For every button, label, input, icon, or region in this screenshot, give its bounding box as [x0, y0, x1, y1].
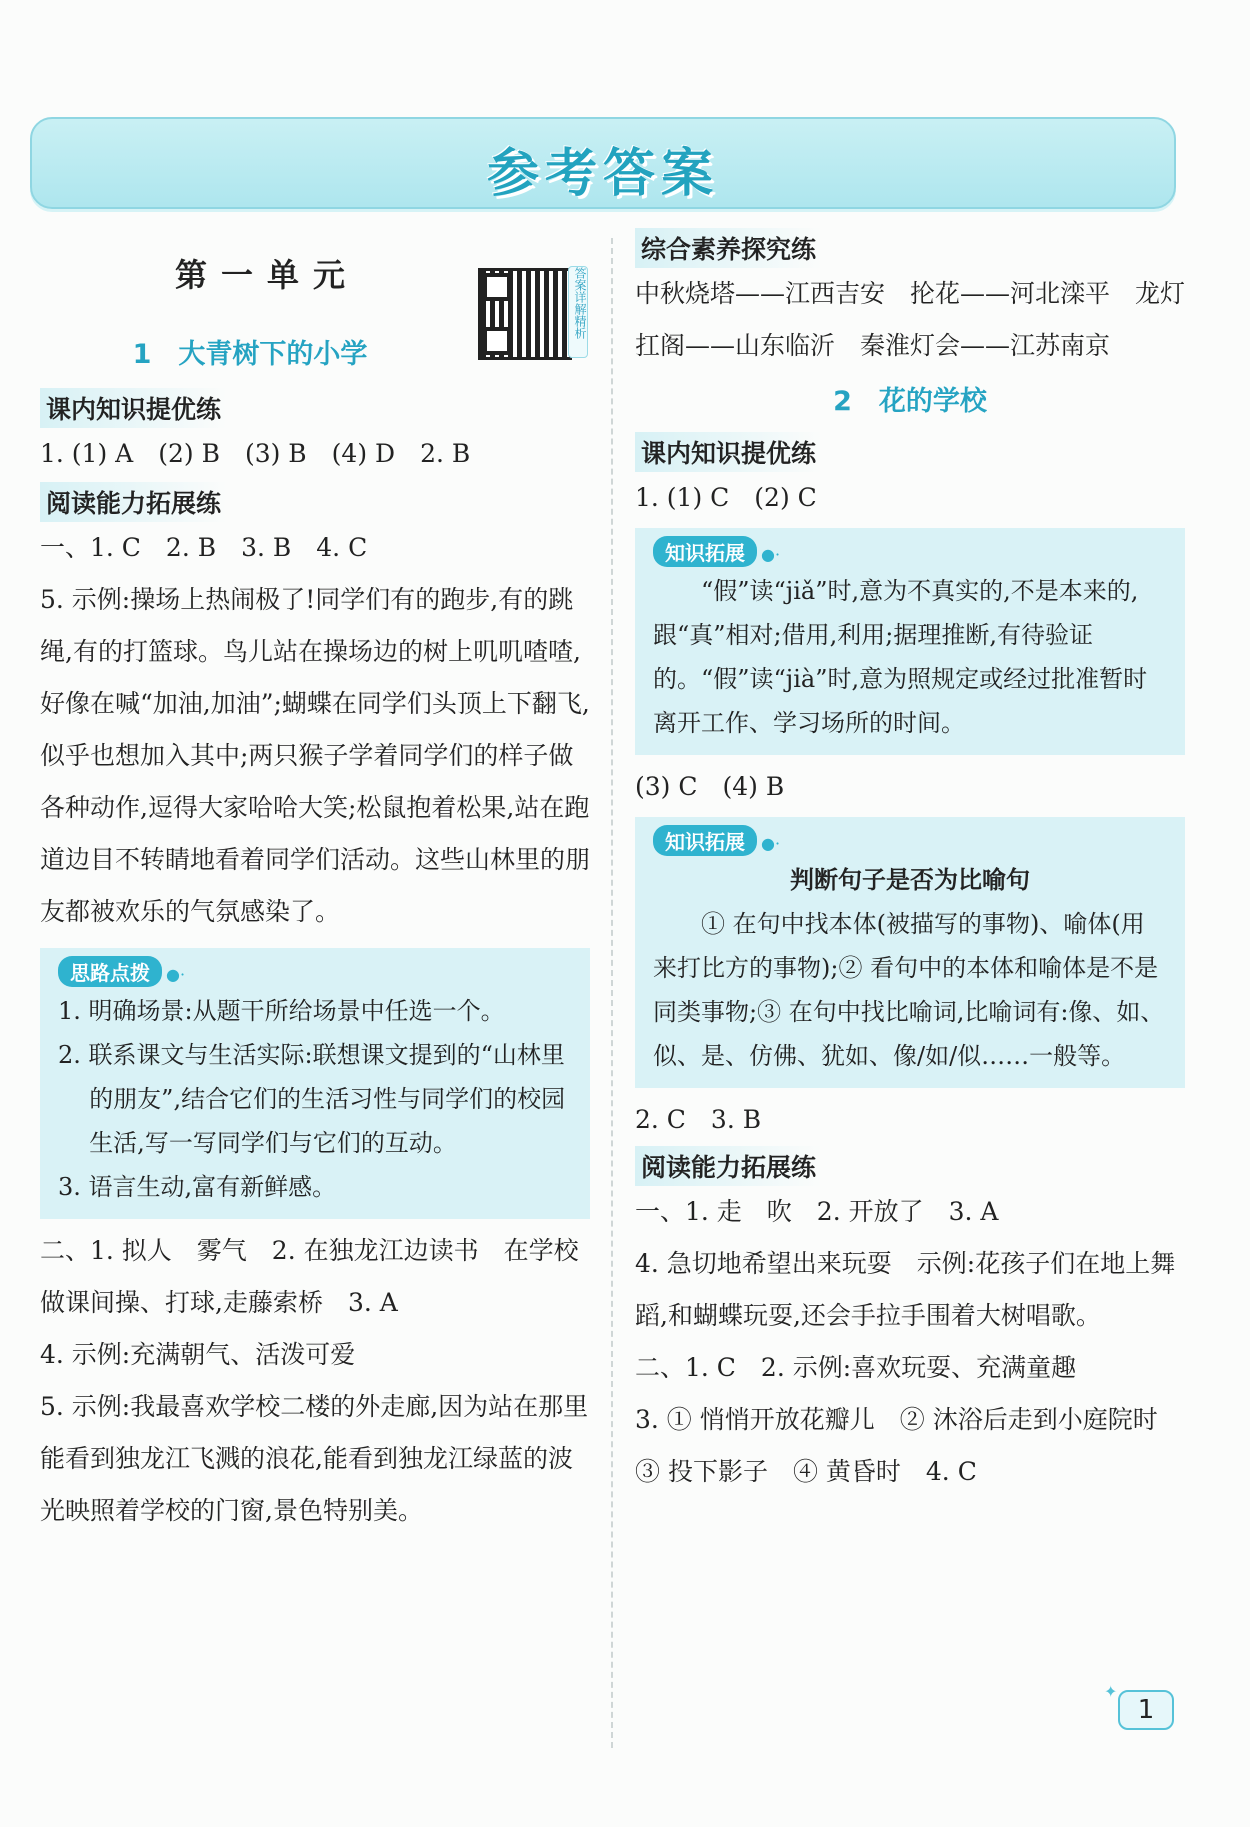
tip-tag: 思路点拨: [58, 956, 162, 987]
header-banner: [30, 117, 1176, 209]
left-column: [40, 330, 590, 1537]
dots-icon: ●·: [761, 834, 781, 853]
tip-item: 1. 明确场景:从题干所给场景中任选一个。: [58, 997, 505, 1025]
knowledge-text: ① 在句中找本体(被描写的事物)、喻体(用来打比方的事物);② 看句中的本体和喻体是不是同类事物;③ 在句中找比喻词,比喻词有:像、如、似、是、仿佛、犹如、像/如/似……一般等。: [653, 910, 1165, 1070]
knowledge-box: [635, 817, 1185, 1088]
tip-box: [40, 948, 590, 1219]
answer-line: 2. C 3. B: [635, 1105, 762, 1134]
knowledge-box: [635, 528, 1185, 755]
knowledge-text: “假”读“jiǎ”时,意为不真实的,不是本来的,跟“真”相对;借用,利用;据理推断,有待验证的。“假”读“jià”时,意为照规定或经过批准暂时离开工作、学习场所的时间。: [653, 577, 1148, 737]
dots-icon: ●·: [761, 545, 781, 564]
answer-paragraph: 5. 示例:我最喜欢学校二楼的外走廊,因为站在那里能看到独龙江飞溅的浪花,能看到独龙江绿蓝的波光映照着学校的门窗,景色特别美。: [40, 1392, 589, 1525]
section-heading: 课内知识提优练: [635, 432, 822, 472]
knowledge-tag: 知识拓展: [653, 536, 757, 567]
tip-item: 3. 语言生动,富有新鲜感。: [58, 1173, 337, 1201]
dots-icon: ●·: [166, 965, 186, 984]
answer-line: 二、1. C 2. 示例:喜欢玩耍、充满童趣: [635, 1353, 1077, 1382]
lesson-title: 2 花的学校: [833, 386, 987, 417]
knowledge-tag: 知识拓展: [653, 825, 757, 856]
sparkle-icon: ✦: [1104, 1682, 1118, 1701]
answer-line: 4. 示例:充满朝气、活泼可爱: [40, 1340, 356, 1369]
section-heading: 课内知识提优练: [40, 388, 227, 428]
knowledge-title: 判断句子是否为比喻句: [790, 866, 1030, 894]
answer-paragraph: 3. ① 悄悄开放花瓣儿 ② 沐浴后走到小庭院时 ③ 投下影子 ④ 黄昏时 4. C: [635, 1405, 1183, 1486]
page-number: 1: [1118, 1690, 1174, 1730]
answer-line: 一、1. C 2. B 3. B 4. C: [40, 533, 368, 562]
lesson-title: 1 大青树下的小学: [132, 339, 368, 370]
page-title: 参考答案: [486, 144, 719, 204]
answer-paragraph: 中秋烧塔——江西吉安 抡花——河北滦平 龙灯扛阁——山东临沂 秦淮灯会——江苏南京: [635, 279, 1186, 360]
answer-line: 一、1. 走 吹 2. 开放了 3. A: [635, 1197, 999, 1226]
unit-title: 第一单元: [175, 256, 360, 294]
tip-item: 2. 联系课文与生活实际:联想课文提到的“山林里的朋友”,结合它们的生活习性与同学们的校园生活,写一写同学们与它们的互动。: [58, 1041, 566, 1157]
answer-line: 1. (1) A (2) B (3) B (4) D 2. B: [40, 439, 471, 468]
answer-line: (3) C (4) B: [635, 772, 785, 801]
right-column: [635, 228, 1185, 1498]
answer-paragraph: 5. 示例:操场上热闹极了!同学们有的跑步,有的跳绳,有的打篮球。鸟儿站在操场边的树上叽叽喳喳,好像在喊“加油,加油”;蝴蝶在同学们头顶上下翻飞,似乎也想加入其中;两只猴子学着同学们的样子做各种动作,逗得大家哈哈大笑;松鼠抱着松果,站在跑道边目不转睛地看着同学们活动。这些山林里的朋友都被欢乐的气氛感染了。: [40, 585, 591, 926]
section-heading: 阅读能力拓展练: [635, 1146, 822, 1186]
answer-line: 1. (1) C (2) C: [635, 483, 817, 512]
section-heading: 综合素养探究练: [635, 228, 822, 268]
answer-paragraph: 4. 急切地希望出来玩耍 示例:花孩子们在地上舞蹈,和蝴蝶玩耍,还会手拉手围着大树唱歌。: [635, 1249, 1176, 1330]
qr-label: 答案详解精析: [568, 266, 588, 358]
answer-paragraph: 二、1. 拟人 雾气 2. 在独龙江边读书 在学校做课间操、打球,走藤索桥 3. A: [40, 1236, 579, 1317]
column-divider: [611, 238, 613, 1748]
section-heading: 阅读能力拓展练: [40, 482, 227, 522]
